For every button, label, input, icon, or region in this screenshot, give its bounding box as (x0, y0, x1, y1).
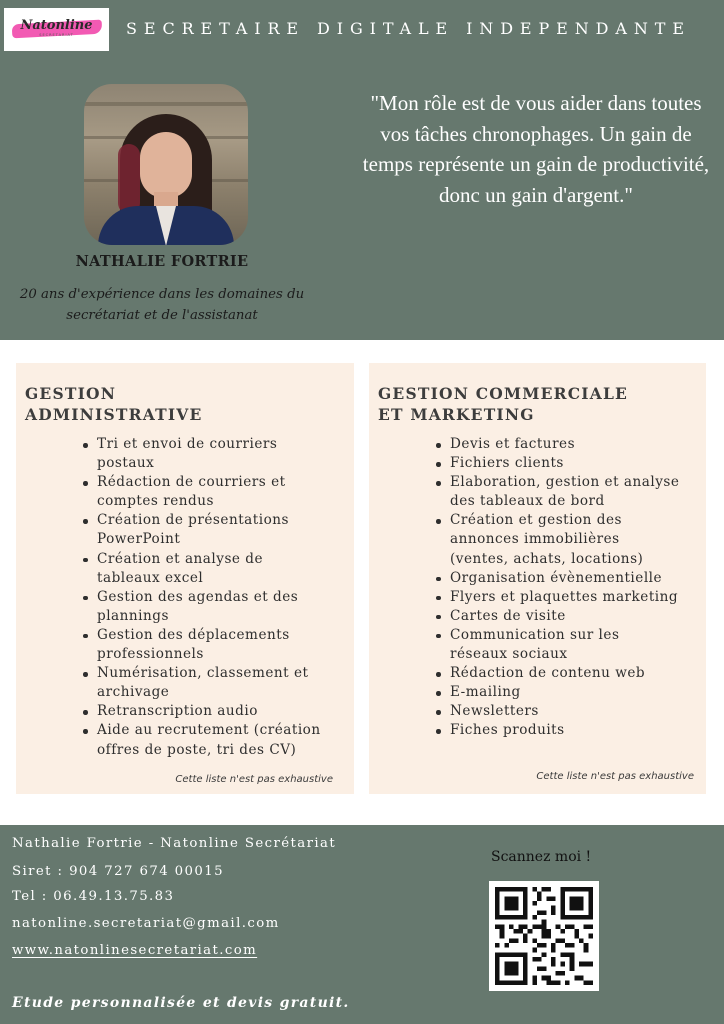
list-item: Tri et envoi de courriers postaux (97, 435, 309, 473)
list-item: Organisation évènementielle (450, 569, 700, 588)
commercial-title-line1: GESTION COMMERCIALE (378, 384, 629, 403)
commercial-title-line2: ET MARKETING (378, 405, 535, 424)
list-item: Gestion des agendas et des plannings (97, 588, 327, 626)
commercial-services-list (450, 435, 700, 741)
brand-logo (4, 8, 109, 51)
website-link[interactable]: www.natonlinesecretariat.com (12, 943, 258, 958)
list-item: Numérisation, classement et archivage (97, 664, 337, 702)
phone-number[interactable]: Tel : 06.49.13.75.83 (12, 889, 175, 904)
list-item: Fiches produits (450, 721, 700, 740)
list-item: Communication sur les réseaux sociaux (450, 626, 650, 664)
commercial-services-card (369, 363, 706, 794)
logo-subtext: SECRETARIAT (39, 33, 74, 37)
list-item: Fichiers clients (450, 454, 700, 473)
admin-list-note: Cette liste n'est pas exhaustive (175, 774, 333, 785)
footer-call-to-action: Etude personnalisée et devis gratuit. (12, 995, 350, 1011)
list-item: Flyers et plaquettes marketing (450, 588, 700, 607)
qr-code[interactable] (489, 881, 599, 991)
header-section (0, 0, 724, 340)
logo-text: Natonline (20, 18, 93, 33)
list-item: Création et analyse de tableaux excel (97, 550, 295, 588)
list-item: Aide au recrutement (création offres de poste, tri des CV) (97, 721, 347, 759)
profile-name: NATHALIE FORTRIE (75, 253, 249, 270)
list-item: Elaboration, gestion et analyse des tableaux de bord (450, 473, 700, 511)
qr-code-icon (495, 887, 593, 985)
list-item: Devis et factures (450, 435, 700, 454)
list-item: E-mailing (450, 683, 700, 702)
admin-services-card (16, 363, 354, 794)
list-item: Cartes de visite (450, 607, 700, 626)
profile-tagline: 20 ans d'expérience dans les domaines du secrétariat et de l'assistanat (19, 287, 305, 323)
page-title: SECRETAIRE DIGITALE INDEPENDANTE (126, 19, 691, 38)
list-item: Création de présentations PowerPoint (97, 511, 309, 549)
list-item: Rédaction de courriers et comptes rendus (97, 473, 309, 511)
commercial-list-note: Cette liste n'est pas exhaustive (536, 771, 694, 782)
admin-title-line2: ADMINISTRATIVE (25, 405, 203, 424)
siret-number: Siret : 904 727 674 00015 (12, 864, 224, 879)
admin-services-list (97, 435, 347, 760)
company-name: Nathalie Fortrie - Natonline Secrétariat (12, 836, 337, 851)
list-item: Newsletters (450, 702, 700, 721)
list-item: Création et gestion des annonces immobilières (ventes, achats, locations) (450, 511, 670, 568)
list-item: Retranscription audio (97, 702, 337, 721)
scan-label: Scannez moi ! (491, 849, 592, 865)
profile-quote: "Mon rôle est de vous aider dans toutes vos tâches chronophages. Un gain de temps représente un gain de productivité, donc un gain d'argent." (362, 91, 710, 207)
admin-card-title (25, 383, 203, 425)
profile-photo (84, 84, 248, 245)
list-item: Rédaction de contenu web (450, 664, 700, 683)
list-item: Gestion des déplacements professionnels (97, 626, 327, 664)
footer-section (0, 825, 724, 1024)
email-address[interactable]: natonline.secretariat@gmail.com (12, 916, 280, 931)
admin-title-line1: GESTION (25, 384, 117, 403)
commercial-card-title (378, 383, 628, 425)
